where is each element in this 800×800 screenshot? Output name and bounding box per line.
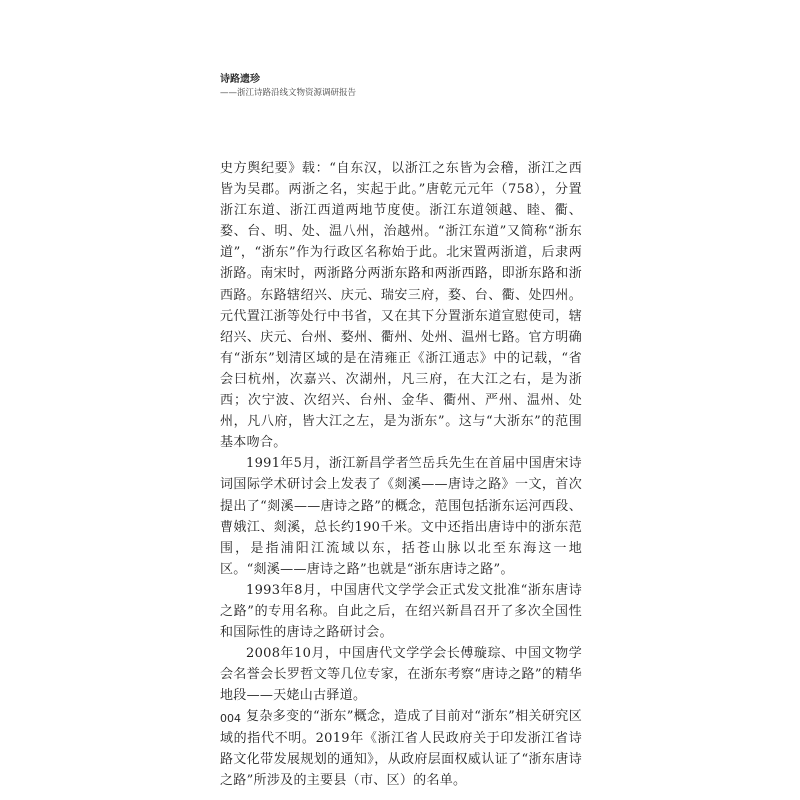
paragraph-continued: 史方舆纪要》载：“自东汉，以浙江之东皆为会稽，浙江之西皆为吴郡。两浙之名，实起于此。”唐乾元元年（758），分置浙江东道、浙江西道两地节度使。浙江东道领越、睦、衢、婺、台、明、处、温八州，治越州。“浙江东道”又简称“浙东道”，“浙东”作为行政区名称始于此。北宋置两浙道，后隶两浙路。南宋时，两浙路分两浙东路和两浙西路，即浙东路和浙西路。东路辖绍兴、庆元、瑞安三府，婺、台、衢、处四州。元代置江浙等处行中书省，又在其下分置浙东道宣慰使司，辖绍兴、庆元、台州、婺州、衢州、处州、温州七路。官方明确有“浙东”划清区域的是在清雍正《浙江通志》中的记载，“省会曰杭州，次嘉兴、次湖州，凡三府，在大江之右，是为浙西；次宁波、次绍兴、台州、金华、衢州、严州、温州、处州，凡八府，皆大江之左，是为浙东”。这与“大浙东”的范围基本吻合。 <box>220 161 582 451</box>
book-subtitle: ——浙江诗路沿线文物资源调研报告 <box>220 88 357 98</box>
book-title: 诗路遗珍 <box>220 74 260 85</box>
body-text <box>220 158 582 791</box>
paragraph: 复杂多变的“浙东”概念，造成了目前对“浙东”相关研究区域的指代不明。2019年《浙江省人民政府关于印发浙江省诗路文化带发展规划的通知》，从政府层面权威认证了“浙东唐诗之路”所涉及的主要县（市、区）的名单。 <box>220 709 582 788</box>
page-number: 004 <box>220 712 241 725</box>
paragraph: 1991年5月，浙江新昌学者竺岳兵先生在首届中国唐宋诗词国际学术研讨会上发表了《剡溪——唐诗之路》一文，首次提出了“剡溪——唐诗之路”的概念，范围包括浙东运河西段、曹娥江、剡溪，总长约190千米。文中还指出唐诗中的浙东范围，是指浦阳江流域以东，括苍山脉以北至东海这一地区。“剡溪——唐诗之路”也就是“浙东唐诗之路”。 <box>220 456 582 577</box>
paragraph: 2008年10月，中国唐代文学学会长傅璇琮、中国文物学会名誉会长罗哲文等几位专家，在浙东考察“唐诗之路”的精华地段——天姥山古驿道。 <box>220 646 582 704</box>
running-head <box>220 73 420 99</box>
paragraph: 1993年8月，中国唐代文学学会正式发文批准“浙东唐诗之路”的专用名称。自此之后，在绍兴新昌召开了多次全国性和国际性的唐诗之路研讨会。 <box>220 582 582 641</box>
